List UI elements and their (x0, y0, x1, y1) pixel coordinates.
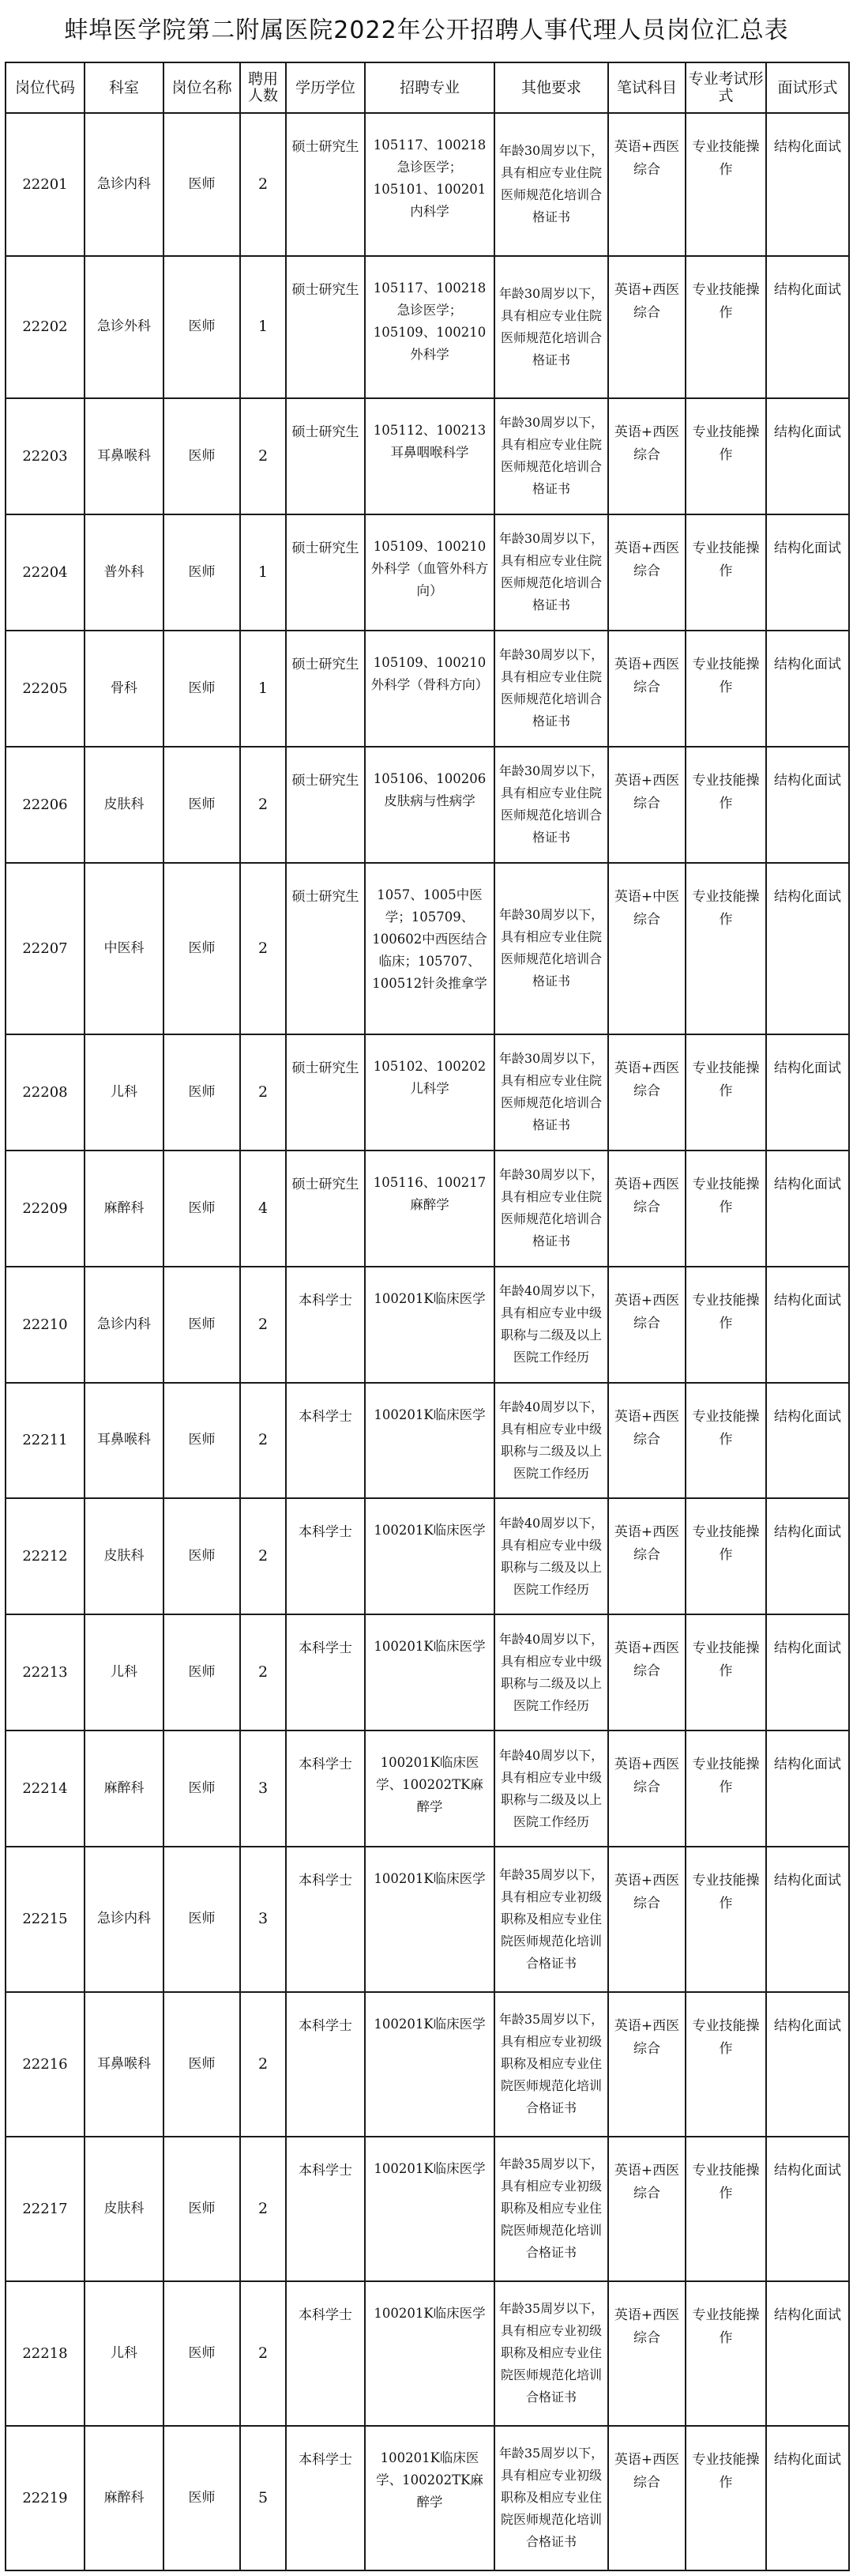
interview-form-cell: 结构化面试 (766, 2426, 849, 2570)
written-exam-cell: 英语+西医综合 (608, 2281, 686, 2426)
hire-count-cell: 1 (240, 256, 286, 399)
major-cell: 1057、1005中医学；105709、100602中西医结合临床；105707、100512针灸推拿学 (365, 863, 494, 1034)
exam-form-cell: 专业技能操作 (686, 1731, 766, 1847)
major-cell: 100201K临床医学 (365, 1614, 494, 1731)
other-requirements-cell: 年龄40周岁以下，具有相应专业中级职称与二级及以上医院工作经历 (494, 1267, 608, 1383)
position-code-cell: 22218 (6, 2281, 85, 2426)
other-requirements-cell: 年龄35周岁以下，具有相应专业初级职称及相应专业住院医师规范化培训合格证书 (494, 1847, 608, 1991)
department-cell: 皮肤科 (85, 2137, 163, 2281)
education-cell: 硕士研究生 (286, 398, 365, 514)
education-cell: 硕士研究生 (286, 514, 365, 631)
major-cell: 100201K临床医学 (365, 2137, 494, 2281)
interview-form-cell: 结构化面试 (766, 113, 849, 256)
table-row (6, 514, 849, 631)
written-exam-cell: 英语+西医综合 (608, 2137, 686, 2281)
position-code-cell: 22215 (6, 1847, 85, 1991)
interview-form-cell: 结构化面试 (766, 1151, 849, 1267)
department-cell: 麻醉科 (85, 1731, 163, 1847)
other-requirements-cell: 年龄30周岁以下，具有相应专业住院医师规范化培训合格证书 (494, 1151, 608, 1267)
table-row (6, 1498, 849, 1614)
written-exam-cell: 英语+西医综合 (608, 1151, 686, 1267)
position-code-cell: 22202 (6, 256, 85, 399)
position-code-cell: 22216 (6, 1992, 85, 2137)
written-exam-cell: 英语+西医综合 (608, 256, 686, 399)
table-row (6, 1992, 849, 2137)
post-name-cell: 医师 (163, 398, 240, 514)
written-exam-cell: 英语+西医综合 (608, 747, 686, 863)
post-name-cell: 医师 (163, 747, 240, 863)
exam-form-cell: 专业技能操作 (686, 113, 766, 256)
department-cell: 中医科 (85, 863, 163, 1034)
written-exam-cell: 英语+西医综合 (608, 1498, 686, 1614)
interview-form-cell: 结构化面试 (766, 863, 849, 1034)
col-header-count: 聘用人数 (240, 62, 286, 113)
hire-count-cell: 2 (240, 1034, 286, 1151)
post-name-cell: 医师 (163, 2281, 240, 2426)
major-cell: 100201K临床医学 (365, 1267, 494, 1383)
education-cell: 本科学士 (286, 2281, 365, 2426)
interview-form-cell: 结构化面试 (766, 1498, 849, 1614)
post-name-cell: 医师 (163, 2426, 240, 2570)
exam-form-cell: 专业技能操作 (686, 863, 766, 1034)
post-name-cell: 医师 (163, 1498, 240, 1614)
position-code-cell: 22209 (6, 1151, 85, 1267)
table-row (6, 256, 849, 399)
post-name-cell: 医师 (163, 1267, 240, 1383)
interview-form-cell: 结构化面试 (766, 1731, 849, 1847)
post-name-cell: 医师 (163, 1847, 240, 1991)
education-cell: 硕士研究生 (286, 863, 365, 1034)
table-row (6, 2426, 849, 2570)
written-exam-cell: 英语+西医综合 (608, 1034, 686, 1151)
interview-form-cell: 结构化面试 (766, 1267, 849, 1383)
col-header-other: 其他要求 (494, 62, 608, 113)
table-row (6, 1383, 849, 1499)
post-name-cell: 医师 (163, 1731, 240, 1847)
table-row (6, 1614, 849, 1731)
major-cell: 100201K临床医学 (365, 1498, 494, 1614)
education-cell: 本科学士 (286, 1267, 365, 1383)
other-requirements-cell: 年龄35周岁以下，具有相应专业初级职称及相应专业住院医师规范化培训合格证书 (494, 2137, 608, 2281)
position-code-cell: 22201 (6, 113, 85, 256)
major-cell: 105102、100202儿科学 (365, 1034, 494, 1151)
table-row (6, 863, 849, 1034)
other-requirements-cell: 年龄30周岁以下，具有相应专业住院医师规范化培训合格证书 (494, 631, 608, 747)
written-exam-cell: 英语+西医综合 (608, 1383, 686, 1499)
other-requirements-cell: 年龄30周岁以下，具有相应专业住院医师规范化培训合格证书 (494, 398, 608, 514)
exam-form-cell: 专业技能操作 (686, 2426, 766, 2570)
major-cell: 100201K临床医学 (365, 1847, 494, 1991)
interview-form-cell: 结构化面试 (766, 1383, 849, 1499)
other-requirements-cell: 年龄40周岁以下，具有相应专业中级职称与二级及以上医院工作经历 (494, 1614, 608, 1731)
position-code-cell: 22213 (6, 1614, 85, 1731)
post-name-cell: 医师 (163, 1992, 240, 2137)
position-code-cell: 22214 (6, 1731, 85, 1847)
other-requirements-cell: 年龄30周岁以下，具有相应专业住院医师规范化培训合格证书 (494, 113, 608, 256)
table-row (6, 398, 849, 514)
position-code-cell: 22208 (6, 1034, 85, 1151)
major-cell: 105109、100210外科学（血管外科方向） (365, 514, 494, 631)
table-row (6, 113, 849, 256)
exam-form-cell: 专业技能操作 (686, 2137, 766, 2281)
department-cell: 急诊内科 (85, 1267, 163, 1383)
other-requirements-cell: 年龄30周岁以下，具有相应专业住院医师规范化培训合格证书 (494, 256, 608, 399)
table-row (6, 631, 849, 747)
position-code-cell: 22206 (6, 747, 85, 863)
exam-form-cell: 专业技能操作 (686, 398, 766, 514)
other-requirements-cell: 年龄40周岁以下，具有相应专业中级职称与二级及以上医院工作经历 (494, 1383, 608, 1499)
major-cell: 100201K临床医学 (365, 2281, 494, 2426)
major-cell: 100201K临床医学、100202TK麻醉学 (365, 2426, 494, 2570)
department-cell: 皮肤科 (85, 747, 163, 863)
table-body (6, 113, 849, 2570)
education-cell: 本科学士 (286, 1992, 365, 2137)
hire-count-cell: 2 (240, 398, 286, 514)
education-cell: 本科学士 (286, 1498, 365, 1614)
exam-form-cell: 专业技能操作 (686, 256, 766, 399)
education-cell: 硕士研究生 (286, 256, 365, 399)
department-cell: 急诊内科 (85, 113, 163, 256)
other-requirements-cell: 年龄35周岁以下，具有相应专业初级职称及相应专业住院医师规范化培训合格证书 (494, 1992, 608, 2137)
exam-form-cell: 专业技能操作 (686, 1992, 766, 2137)
other-requirements-cell: 年龄30周岁以下，具有相应专业住院医师规范化培训合格证书 (494, 1034, 608, 1151)
col-header-edu: 学历学位 (286, 62, 365, 113)
table-row (6, 1151, 849, 1267)
post-name-cell: 医师 (163, 1151, 240, 1267)
table-row (6, 1847, 849, 1991)
post-name-cell: 医师 (163, 863, 240, 1034)
post-name-cell: 医师 (163, 631, 240, 747)
other-requirements-cell: 年龄35周岁以下，具有相应专业初级职称及相应专业住院医师规范化培训合格证书 (494, 2426, 608, 2570)
interview-form-cell: 结构化面试 (766, 1992, 849, 2137)
hire-count-cell: 2 (240, 1992, 286, 2137)
major-cell: 105117、100218急诊医学；105109、100210外科学 (365, 256, 494, 399)
education-cell: 硕士研究生 (286, 747, 365, 863)
major-cell: 100201K临床医学、100202TK麻醉学 (365, 1731, 494, 1847)
major-cell: 105106、100206皮肤病与性病学 (365, 747, 494, 863)
col-header-exam: 笔试科目 (608, 62, 686, 113)
hire-count-cell: 1 (240, 631, 286, 747)
hire-count-cell: 5 (240, 2426, 286, 2570)
education-cell: 硕士研究生 (286, 1151, 365, 1267)
exam-form-cell: 专业技能操作 (686, 514, 766, 631)
education-cell: 本科学士 (286, 1731, 365, 1847)
hire-count-cell: 2 (240, 2137, 286, 2281)
written-exam-cell: 英语+西医综合 (608, 113, 686, 256)
hire-count-cell: 4 (240, 1151, 286, 1267)
position-code-cell: 22207 (6, 863, 85, 1034)
education-cell: 本科学士 (286, 2137, 365, 2281)
interview-form-cell: 结构化面试 (766, 398, 849, 514)
hire-count-cell: 3 (240, 1731, 286, 1847)
col-header-dept: 科室 (85, 62, 163, 113)
education-cell: 硕士研究生 (286, 1034, 365, 1151)
written-exam-cell: 英语+西医综合 (608, 1847, 686, 1991)
post-name-cell: 医师 (163, 113, 240, 256)
interview-form-cell: 结构化面试 (766, 2137, 849, 2281)
table-row (6, 2281, 849, 2426)
education-cell: 本科学士 (286, 2426, 365, 2570)
position-code-cell: 22212 (6, 1498, 85, 1614)
interview-form-cell: 结构化面试 (766, 1034, 849, 1151)
col-header-code: 岗位代码 (6, 62, 85, 113)
position-code-cell: 22219 (6, 2426, 85, 2570)
written-exam-cell: 英语+西医综合 (608, 1267, 686, 1383)
other-requirements-cell: 年龄30周岁以下，具有相应专业住院医师规范化培训合格证书 (494, 863, 608, 1034)
other-requirements-cell: 年龄35周岁以下，具有相应专业初级职称及相应专业住院医师规范化培训合格证书 (494, 2281, 608, 2426)
exam-form-cell: 专业技能操作 (686, 1614, 766, 1731)
position-code-cell: 22210 (6, 1267, 85, 1383)
department-cell: 普外科 (85, 514, 163, 631)
exam-form-cell: 专业技能操作 (686, 1267, 766, 1383)
col-header-post: 岗位名称 (163, 62, 240, 113)
hire-count-cell: 2 (240, 113, 286, 256)
written-exam-cell: 英语+西医综合 (608, 2426, 686, 2570)
department-cell: 儿科 (85, 2281, 163, 2426)
exam-form-cell: 专业技能操作 (686, 1498, 766, 1614)
hire-count-cell: 2 (240, 863, 286, 1034)
hire-count-cell: 3 (240, 1847, 286, 1991)
post-name-cell: 医师 (163, 256, 240, 399)
table-row (6, 1731, 849, 1847)
major-cell: 105112、100213耳鼻咽喉科学 (365, 398, 494, 514)
education-cell: 硕士研究生 (286, 113, 365, 256)
department-cell: 骨科 (85, 631, 163, 747)
major-cell: 105117、100218急诊医学；105101、100201内科学 (365, 113, 494, 256)
hire-count-cell: 2 (240, 2281, 286, 2426)
position-code-cell: 22211 (6, 1383, 85, 1499)
written-exam-cell: 英语+西医综合 (608, 398, 686, 514)
post-name-cell: 医师 (163, 2137, 240, 2281)
written-exam-cell: 英语+西医综合 (608, 514, 686, 631)
major-cell: 100201K临床医学 (365, 1383, 494, 1499)
table-row (6, 747, 849, 863)
exam-form-cell: 专业技能操作 (686, 747, 766, 863)
interview-form-cell: 结构化面试 (766, 631, 849, 747)
interview-form-cell: 结构化面试 (766, 1847, 849, 1991)
written-exam-cell: 英语+西医综合 (608, 1614, 686, 1731)
post-name-cell: 医师 (163, 1034, 240, 1151)
table-row (6, 1034, 849, 1151)
other-requirements-cell: 年龄40周岁以下，具有相应专业中级职称与二级及以上医院工作经历 (494, 1498, 608, 1614)
post-name-cell: 医师 (163, 1614, 240, 1731)
position-code-cell: 22217 (6, 2137, 85, 2281)
col-header-major: 招聘专业 (365, 62, 494, 113)
department-cell: 耳鼻喉科 (85, 1992, 163, 2137)
written-exam-cell: 英语+西医综合 (608, 631, 686, 747)
department-cell: 儿科 (85, 1034, 163, 1151)
page-title: 蚌埠医学院第二附属医院2022年公开招聘人事代理人员岗位汇总表 (64, 17, 789, 44)
position-code-cell: 22204 (6, 514, 85, 631)
education-cell: 本科学士 (286, 1614, 365, 1731)
exam-form-cell: 专业技能操作 (686, 1847, 766, 1991)
department-cell: 儿科 (85, 1614, 163, 1731)
header-row (6, 62, 849, 113)
other-requirements-cell: 年龄30周岁以下，具有相应专业住院医师规范化培训合格证书 (494, 514, 608, 631)
hire-count-cell: 1 (240, 514, 286, 631)
exam-form-cell: 专业技能操作 (686, 631, 766, 747)
department-cell: 耳鼻喉科 (85, 398, 163, 514)
position-code-cell: 22205 (6, 631, 85, 747)
col-header-form: 专业考试形式 (686, 62, 766, 113)
education-cell: 硕士研究生 (286, 631, 365, 747)
major-cell: 105116、100217麻醉学 (365, 1151, 494, 1267)
department-cell: 皮肤科 (85, 1498, 163, 1614)
interview-form-cell: 结构化面试 (766, 256, 849, 399)
post-name-cell: 医师 (163, 514, 240, 631)
hire-count-cell: 2 (240, 1383, 286, 1499)
exam-form-cell: 专业技能操作 (686, 1034, 766, 1151)
department-cell: 麻醉科 (85, 2426, 163, 2570)
exam-form-cell: 专业技能操作 (686, 2281, 766, 2426)
written-exam-cell: 英语+西医综合 (608, 1992, 686, 2137)
exam-form-cell: 专业技能操作 (686, 1383, 766, 1499)
interview-form-cell: 结构化面试 (766, 514, 849, 631)
table-row (6, 2137, 849, 2281)
major-cell: 105109、100210外科学（骨科方向） (365, 631, 494, 747)
department-cell: 麻醉科 (85, 1151, 163, 1267)
interview-form-cell: 结构化面试 (766, 747, 849, 863)
post-name-cell: 医师 (163, 1383, 240, 1499)
education-cell: 本科学士 (286, 1847, 365, 1991)
hire-count-cell: 2 (240, 747, 286, 863)
table-row (6, 1267, 849, 1383)
department-cell: 耳鼻喉科 (85, 1383, 163, 1499)
written-exam-cell: 英语+西医综合 (608, 1731, 686, 1847)
exam-form-cell: 专业技能操作 (686, 1151, 766, 1267)
written-exam-cell: 英语+中医综合 (608, 863, 686, 1034)
hire-count-cell: 2 (240, 1498, 286, 1614)
department-cell: 急诊外科 (85, 256, 163, 399)
col-header-interview: 面试形式 (766, 62, 849, 113)
position-code-cell: 22203 (6, 398, 85, 514)
other-requirements-cell: 年龄40周岁以下，具有相应专业中级职称与二级及以上医院工作经历 (494, 1731, 608, 1847)
hire-count-cell: 2 (240, 1267, 286, 1383)
positions-table (5, 62, 850, 2571)
interview-form-cell: 结构化面试 (766, 1614, 849, 1731)
interview-form-cell: 结构化面试 (766, 2281, 849, 2426)
major-cell: 100201K临床医学 (365, 1992, 494, 2137)
hire-count-cell: 2 (240, 1614, 286, 1731)
department-cell: 急诊内科 (85, 1847, 163, 1991)
other-requirements-cell: 年龄30周岁以下，具有相应专业住院医师规范化培训合格证书 (494, 747, 608, 863)
education-cell: 本科学士 (286, 1383, 365, 1499)
